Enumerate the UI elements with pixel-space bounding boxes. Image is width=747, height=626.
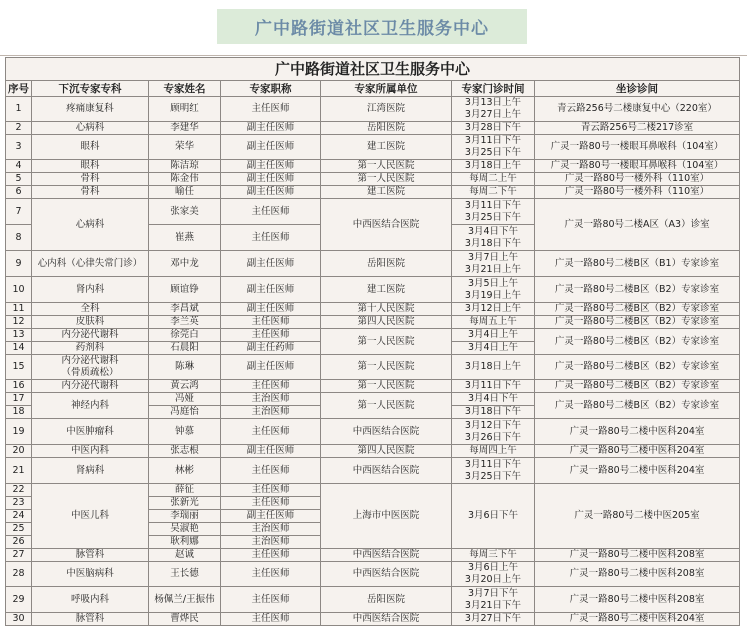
table-cell: 耿利娜	[149, 536, 221, 549]
table-cell: 广灵一路80号一楼外科（110室）	[535, 173, 740, 186]
table-cell: 3月5日上午 3月19日上午	[452, 277, 535, 303]
table-cell: 副主任医师	[221, 510, 321, 523]
table-cell: 建工医院	[321, 186, 452, 199]
table-cell: 陈金伟	[149, 173, 221, 186]
table-cell: 副主任医师	[221, 251, 321, 277]
table-cell: 主任医师	[221, 458, 321, 484]
table-cell: 第四人民医院	[321, 316, 452, 329]
table-cell: 中西医结合医院	[321, 419, 452, 445]
table-cell: 主任医师	[221, 484, 321, 497]
table-cell: 每周二下午	[452, 186, 535, 199]
table-cell: 每周五上午	[452, 316, 535, 329]
table-cell: 广灵一路80号二楼中医科204室	[535, 458, 740, 484]
table-cell: 3月11日下午 3月25日下午	[452, 199, 535, 225]
table-cell: 岳阳医院	[321, 587, 452, 613]
table-cell: 中西医结合医院	[321, 549, 452, 562]
header-col-room: 坐诊诊间	[535, 81, 740, 97]
table-cell: 荣华	[149, 135, 221, 160]
table-cell: 主治医师	[221, 523, 321, 536]
table-cell: 广灵一路80号二楼B区（B2）专家诊室	[535, 303, 740, 316]
header-col-index: 序号	[6, 81, 32, 97]
table-cell: 江湾医院	[321, 97, 452, 122]
table-cell: 肾病科	[32, 458, 149, 484]
table-cell: 3月28日下午	[452, 122, 535, 135]
table-cell: 顾明红	[149, 97, 221, 122]
table-cell: 脉管科	[32, 549, 149, 562]
table-cell: 广灵一路80号二楼B区（B2）专家诊室	[535, 277, 740, 303]
table-cell: 15	[6, 355, 32, 380]
table-cell: 12	[6, 316, 32, 329]
table-cell: 张新光	[149, 497, 221, 510]
table-cell: 24	[6, 510, 32, 523]
table-row	[6, 393, 740, 406]
table-cell: 中医儿科	[32, 484, 149, 549]
table-cell: 3月6日下午	[452, 484, 535, 549]
table-cell: 广灵一路80号二楼中医科208室	[535, 562, 740, 587]
table-cell: 1	[6, 97, 32, 122]
table-cell: 第一人民医院	[321, 160, 452, 173]
table-cell: 主任医师	[221, 549, 321, 562]
table-cell: 7	[6, 199, 32, 225]
table-cell: 内分泌代谢科	[32, 380, 149, 393]
table-cell: 主任医师	[221, 562, 321, 587]
table-cell: 冯庭怡	[149, 406, 221, 419]
table-row	[6, 173, 740, 186]
table-row	[6, 251, 740, 277]
table-cell: 中西医结合医院	[321, 199, 452, 251]
table-cell: 28	[6, 562, 32, 587]
table-cell: 第四人民医院	[321, 445, 452, 458]
table-cell: 李兰英	[149, 316, 221, 329]
table-cell: 5	[6, 173, 32, 186]
table-cell: 主治医师	[221, 393, 321, 406]
table-cell: 22	[6, 484, 32, 497]
table-cell: 主任医师	[221, 199, 321, 225]
table-cell: 4	[6, 160, 32, 173]
table-row	[6, 135, 740, 160]
table-cell: 3月4日上午	[452, 342, 535, 355]
table-cell: 邓中龙	[149, 251, 221, 277]
table-cell: 张志根	[149, 445, 221, 458]
table-cell: 心病科	[32, 122, 149, 135]
table-cell: 2	[6, 122, 32, 135]
table-cell: 建工医院	[321, 277, 452, 303]
table-cell: 30	[6, 613, 32, 626]
table-cell: 内分泌代谢科	[32, 329, 149, 342]
table-cell: 广灵一路80号二楼中医科204室	[535, 445, 740, 458]
table-cell: 3月7日上午 3月21日上午	[452, 251, 535, 277]
table-row	[6, 445, 740, 458]
table-cell: 中西医结合医院	[321, 458, 452, 484]
table-cell: 建工医院	[321, 135, 452, 160]
table-cell: 19	[6, 419, 32, 445]
table-cell: 6	[6, 186, 32, 199]
table-cell: 20	[6, 445, 32, 458]
table-cell: 肾内科	[32, 277, 149, 303]
table-cell: 广灵一路80号二楼中医科204室	[535, 419, 740, 445]
table-cell: 8	[6, 225, 32, 251]
table-cell: 骨科	[32, 173, 149, 186]
table-cell: 心病科	[32, 199, 149, 251]
table-cell: 3月18日上午	[452, 355, 535, 380]
table-cell: 3月11日下午 3月25日下午	[452, 135, 535, 160]
table-cell: 副主任医师	[221, 277, 321, 303]
table-row	[6, 97, 740, 122]
table-cell: 3月4日上午	[452, 329, 535, 342]
table-cell: 李建华	[149, 122, 221, 135]
table-cell: 呼吸内科	[32, 587, 149, 613]
table-cell: 11	[6, 303, 32, 316]
table-row	[6, 316, 740, 329]
table-cell: 27	[6, 549, 32, 562]
table-cell: 中医内科	[32, 445, 149, 458]
table-cell: 广灵一路80号二楼B区（B2）专家诊室	[535, 393, 740, 419]
table-title: 广中路街道社区卫生服务中心	[6, 58, 740, 81]
table-cell: 第一人民医院	[321, 355, 452, 380]
header-col-title: 专家职称	[221, 81, 321, 97]
table-cell: 陈琳	[149, 355, 221, 380]
table-cell: 主任医师	[221, 316, 321, 329]
table-row	[6, 355, 740, 380]
table-cell: 全科	[32, 303, 149, 316]
table-cell: 张家美	[149, 199, 221, 225]
table-cell: 广灵一路80号二楼中医科208室	[535, 587, 740, 613]
table-cell: 21	[6, 458, 32, 484]
table-row	[6, 587, 740, 613]
table-cell: 第一人民医院	[321, 380, 452, 393]
table-cell: 青云路256号二楼康复中心（220室）	[535, 97, 740, 122]
table-cell: 李瑞丽	[149, 510, 221, 523]
table-row	[6, 458, 740, 484]
table-cell: 广灵一路80号一楼眼耳鼻喉科（104室）	[535, 160, 740, 173]
table-cell: 广灵一路80号二楼中医科208室	[535, 549, 740, 562]
table-cell: 16	[6, 380, 32, 393]
table-cell: 第一人民医院	[321, 329, 452, 355]
table-cell: 每周三下午	[452, 549, 535, 562]
table-cell: 上海市中医医院	[321, 484, 452, 549]
table-cell: 内分泌代谢科 （骨质疏松）	[32, 355, 149, 380]
table-cell: 广灵一路80号一楼眼耳鼻喉科（104室）	[535, 135, 740, 160]
table-row	[6, 329, 740, 342]
table-row	[6, 199, 740, 225]
table-cell: 薛征	[149, 484, 221, 497]
table-cell: 石晨阳	[149, 342, 221, 355]
table-cell: 广灵一路80号二楼中医205室	[535, 484, 740, 549]
table-cell: 中西医结合医院	[321, 562, 452, 587]
table-cell: 吴淑艳	[149, 523, 221, 536]
table-cell: 曹烨民	[149, 613, 221, 626]
table-cell: 赵诚	[149, 549, 221, 562]
table-cell: 中西医结合医院	[321, 613, 452, 626]
table-cell: 主任医师	[221, 329, 321, 342]
table-cell: 3月11日下午	[452, 380, 535, 393]
table-cell: 广灵一路80号二楼A区（A3）诊室	[535, 199, 740, 251]
table-cell: 副主任医师	[221, 445, 321, 458]
table-cell: 李昌斌	[149, 303, 221, 316]
table-cell: 青云路256号二楼217诊室	[535, 122, 740, 135]
table-cell: 中医脑病科	[32, 562, 149, 587]
table-cell: 3月7日下午 3月21日下午	[452, 587, 535, 613]
table-cell: 3	[6, 135, 32, 160]
table-cell: 广灵一路80号二楼B区（B2）专家诊室	[535, 380, 740, 393]
table-cell: 第十人民医院	[321, 303, 452, 316]
header-col-expert-name: 专家姓名	[149, 81, 221, 97]
table-cell: 岳阳医院	[321, 251, 452, 277]
table-cell: 林彬	[149, 458, 221, 484]
table-cell: 中医肿瘤科	[32, 419, 149, 445]
table-row	[6, 380, 740, 393]
table-cell: 9	[6, 251, 32, 277]
table-header-row	[6, 81, 740, 97]
table-row	[6, 562, 740, 587]
table-cell: 崔燕	[149, 225, 221, 251]
table-cell: 主任医师	[221, 587, 321, 613]
table-cell: 14	[6, 342, 32, 355]
table-cell: 陈洁琼	[149, 160, 221, 173]
expert-schedule-table	[5, 57, 740, 626]
table-cell: 第一人民医院	[321, 393, 452, 419]
table-cell: 25	[6, 523, 32, 536]
table-cell: 3月4日下午	[452, 393, 535, 406]
table-row	[6, 613, 740, 626]
table-cell: 脉管科	[32, 613, 149, 626]
table-cell: 副主任医师	[221, 173, 321, 186]
table-cell: 眼科	[32, 160, 149, 173]
table-cell: 黄云鸿	[149, 380, 221, 393]
table-cell: 23	[6, 497, 32, 510]
table-cell: 骨科	[32, 186, 149, 199]
table-cell: 主任医师	[221, 497, 321, 510]
table-row	[6, 277, 740, 303]
table-cell: 26	[6, 536, 32, 549]
table-cell: 顾谊铮	[149, 277, 221, 303]
table-cell: 主任医师	[221, 613, 321, 626]
table-cell: 广灵一路80号二楼B区（B2）专家诊室	[535, 316, 740, 329]
table-cell: 广灵一路80号二楼B区（B1）专家诊室	[535, 251, 740, 277]
table-cell: 第一人民医院	[321, 173, 452, 186]
table-cell: 心内科（心律失常门诊）	[32, 251, 149, 277]
table-cell: 副主任药师	[221, 342, 321, 355]
table-cell: 每周二上午	[452, 173, 535, 186]
table-cell: 副主任医师	[221, 122, 321, 135]
table-cell: 冯娅	[149, 393, 221, 406]
table-row	[6, 549, 740, 562]
table-cell: 3月12日下午 3月26日下午	[452, 419, 535, 445]
table-cell: 主治医师	[221, 536, 321, 549]
table-cell: 13	[6, 329, 32, 342]
table-cell: 副主任医师	[221, 160, 321, 173]
table-cell: 钟慕	[149, 419, 221, 445]
table-cell: 副主任医师	[221, 186, 321, 199]
table-row	[6, 160, 740, 173]
table-cell: 副主任医师	[221, 135, 321, 160]
table-row	[6, 303, 740, 316]
table-cell: 3月11日下午 3月25日下午	[452, 458, 535, 484]
table-cell: 3月27日下午	[452, 613, 535, 626]
table-cell: 广灵一路80号二楼B区（B2）专家诊室	[535, 355, 740, 380]
table-cell: 广灵一路80号二楼中医科204室	[535, 613, 740, 626]
table-row	[6, 122, 740, 135]
table-cell: 3月12日上午	[452, 303, 535, 316]
table-cell: 3月6日上午 3月20日上午	[452, 562, 535, 587]
table-cell: 3月18日上午	[452, 160, 535, 173]
table-cell: 岳阳医院	[321, 122, 452, 135]
table-cell: 主任医师	[221, 380, 321, 393]
table-cell: 3月13日上午 3月27日上午	[452, 97, 535, 122]
table-cell: 主任医师	[221, 97, 321, 122]
table-cell: 副主任医师	[221, 355, 321, 380]
table-cell: 10	[6, 277, 32, 303]
table-cell: 皮肤科	[32, 316, 149, 329]
table-row	[6, 484, 740, 497]
table-cell: 18	[6, 406, 32, 419]
table-cell: 药剂科	[32, 342, 149, 355]
table-row	[6, 419, 740, 445]
table-cell: 每周四上午	[452, 445, 535, 458]
table-cell: 3月18日下午	[452, 406, 535, 419]
table-cell: 副主任医师	[221, 303, 321, 316]
table-cell: 29	[6, 587, 32, 613]
table-cell: 主治医师	[221, 406, 321, 419]
table-cell: 3月4日下午 3月18日下午	[452, 225, 535, 251]
divider	[0, 55, 747, 56]
table-cell: 主任医师	[221, 225, 321, 251]
table-cell: 神经内科	[32, 393, 149, 419]
table-cell: 杨佩兰/王振伟	[149, 587, 221, 613]
table-row	[6, 186, 740, 199]
table-cell: 17	[6, 393, 32, 406]
table-cell: 眼科	[32, 135, 149, 160]
table-cell: 徐莞白	[149, 329, 221, 342]
table-cell: 广灵一路80号二楼B区（B2）专家诊室	[535, 329, 740, 355]
table-cell: 疼痛康复科	[32, 97, 149, 122]
page-banner-title: 广中路街道社区卫生服务中心	[217, 9, 527, 44]
table-cell: 喻任	[149, 186, 221, 199]
header-col-hospital: 专家所属单位	[321, 81, 452, 97]
table-cell: 广灵一路80号一楼外科（110室）	[535, 186, 740, 199]
table-cell: 主任医师	[221, 419, 321, 445]
header-col-specialty: 下沉专家专科	[32, 81, 149, 97]
table-cell: 王长德	[149, 562, 221, 587]
header-col-clinic-time: 专家门诊时间	[452, 81, 535, 97]
